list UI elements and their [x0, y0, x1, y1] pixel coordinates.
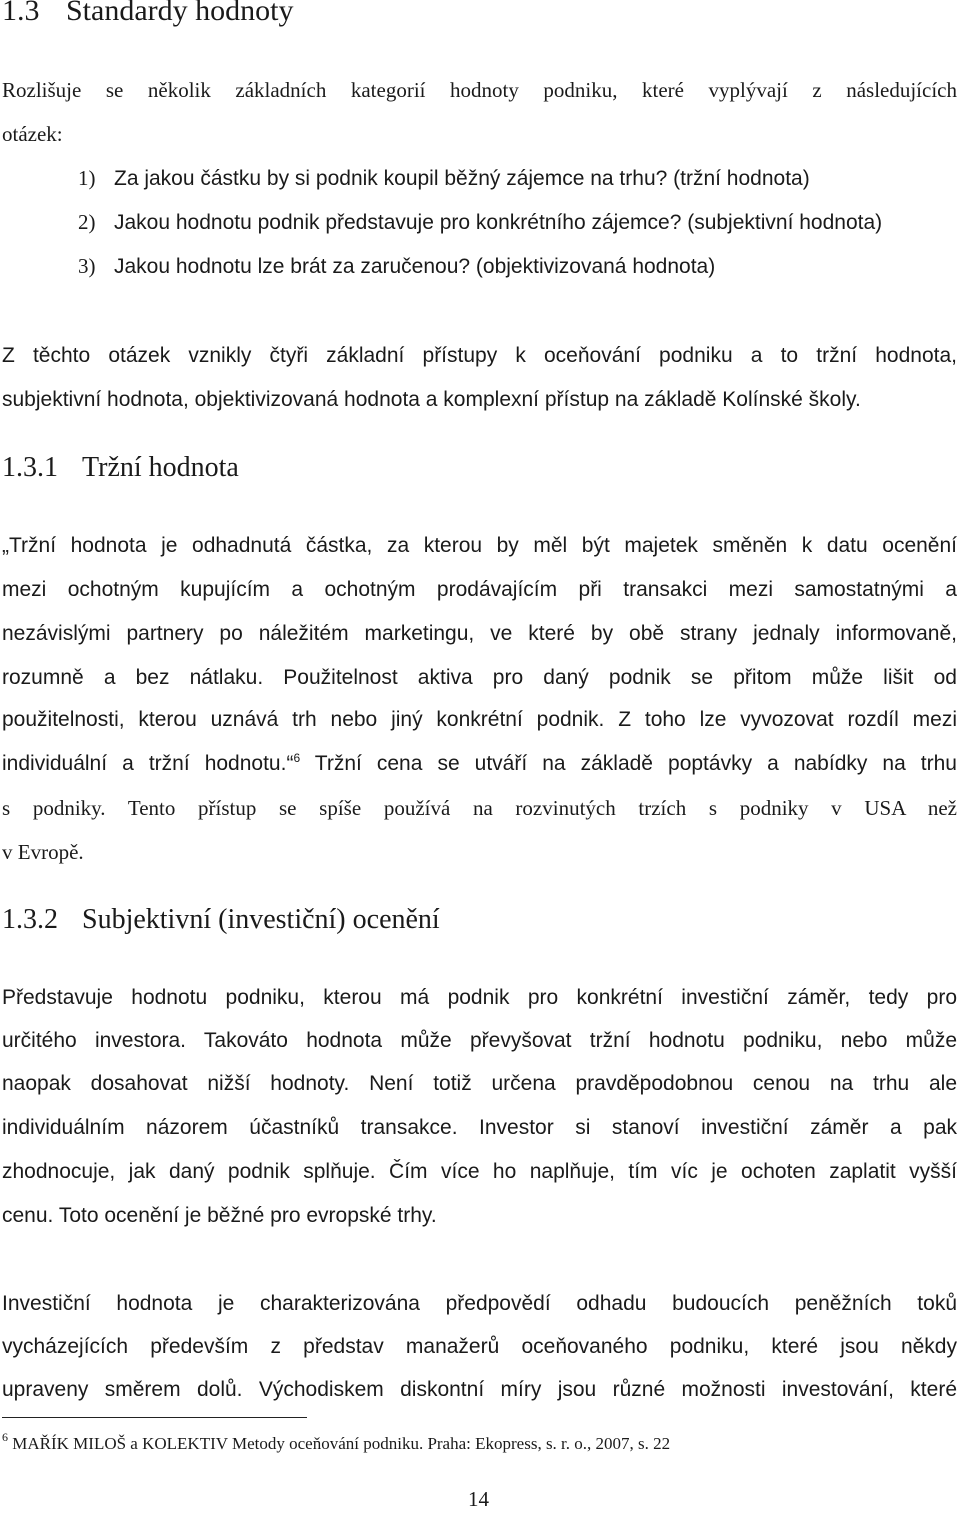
- list-item-number: 2): [78, 210, 96, 234]
- paragraph-line: s podniky. Tento přístup se spíše používá na rozvinutých trzích s podniky v USA než: [2, 796, 957, 820]
- section-title: Standardy hodnoty: [66, 0, 294, 27]
- text-after-footnote: Tržní cena se utváří na základě poptávky a nabídky na trhu: [300, 752, 957, 775]
- text-before-footnote: individuální a tržní hodnotu.“: [2, 752, 294, 775]
- list-item: [78, 164, 810, 193]
- paragraph-line: mezi ochotným kupujícím a ochotným prodávajícím při transakci mezi samostatnými a: [2, 578, 957, 601]
- list-item-number: 3): [78, 254, 96, 278]
- list-item-text: Jakou hodnotu podnik představuje pro konkrétního zájemce? (subjektivní hodnota): [114, 211, 883, 234]
- paragraph-line: upraveny směrem dolů. Východiskem diskontní míry jsou různé možnosti investování, které: [2, 1378, 957, 1401]
- subsection-heading-2: [2, 904, 440, 936]
- summary-line-2: subjektivní hodnota, objektivizovaná hodnota a komplexní přístup na základě Kolínské školy.: [2, 388, 861, 411]
- footnote-number: 6: [2, 1430, 8, 1444]
- paragraph-line-with-footnote: [2, 750, 957, 778]
- paragraph-line: určitého investora. Takováto hodnota může převyšovat tržní hodnotu podniku, nebo může: [2, 1029, 957, 1052]
- section-heading: [2, 0, 293, 28]
- intro-line-1: Rozlišuje se několik základních kategorií hodnoty podniku, které vyplývají z následujících: [2, 78, 957, 102]
- footnote-separator: [2, 1417, 307, 1418]
- list-item: [78, 208, 882, 237]
- summary-line-1: Z těchto otázek vznikly čtyři základní přístupy k oceňování podniku a to tržní hodnota,: [2, 344, 957, 367]
- paragraph-line: Investiční hodnota je charakterizována předpovědí odhadu budoucích peněžních toků: [2, 1292, 957, 1315]
- paragraph-line: „Tržní hodnota je odhadnutá částka, za kterou by měl být majetek směněn k datu ocenění: [2, 534, 957, 557]
- paragraph-line: individuálním názorem účastníků transakce. Investor si stanoví investiční záměr a pak: [2, 1116, 957, 1139]
- paragraph-line: cenu. Toto ocenění je běžné pro evropské trhy.: [2, 1204, 437, 1227]
- section-number: 1.3: [2, 0, 40, 27]
- list-item: [78, 252, 715, 281]
- paragraph-line: nezávislými partnery po náležitém marketingu, ve které by obě strany jednaly informovaně,: [2, 622, 957, 645]
- paragraph-line: použitelnosti, kterou uznává trh nebo jiný konkrétní podnik. Z toho lze vyvozovat rozdíl mezi: [2, 708, 957, 731]
- paragraph-line: rozumně a bez nátlaku. Použitelnost aktiva pro daný podnik se přitom může lišit od: [2, 666, 957, 689]
- subsection-number: 1.3.2: [2, 904, 58, 935]
- intro-line-2: otázek:: [2, 122, 63, 146]
- subsection-title: Tržní hodnota: [82, 452, 239, 483]
- subsection-heading-1: [2, 452, 239, 484]
- paragraph-line: Představuje hodnotu podniku, kterou má podnik pro konkrétní investiční záměr, tedy pro: [2, 986, 957, 1009]
- subsection-title: Subjektivní (investiční) ocenění: [82, 904, 440, 935]
- footnote: [2, 1430, 671, 1454]
- list-item-text: Za jakou částku by si podnik koupil běžný zájemce na trhu? (tržní hodnota): [114, 167, 810, 190]
- footnote-reference: 6: [293, 751, 301, 765]
- paragraph-line: vycházejících především z představ manažerů oceňovaného podniku, které jsou někdy: [2, 1335, 957, 1358]
- list-item-number: 1): [78, 166, 96, 190]
- paragraph-line: zhodnocuje, jak daný podnik splňuje. Čím více ho naplňuje, tím víc je ochoten zaplatit vyšší: [2, 1160, 957, 1183]
- paragraph-line: naopak dosahovat nižší hodnoty. Není totiž určena pravděpodobnou cenou na trhu ale: [2, 1072, 957, 1095]
- footnote-text: MAŘÍK MILOŠ a KOLEKTIV Metody oceňování podniku. Praha: Ekopress, s. r. o., 2007, s. 22: [12, 1434, 671, 1453]
- list-item-text: Jakou hodnotu lze brát za zaručenou? (objektivizovaná hodnota): [114, 255, 716, 278]
- subsection-number: 1.3.1: [2, 452, 58, 483]
- page-number: 14: [468, 1487, 489, 1511]
- paragraph-line: v Evropě.: [2, 840, 84, 864]
